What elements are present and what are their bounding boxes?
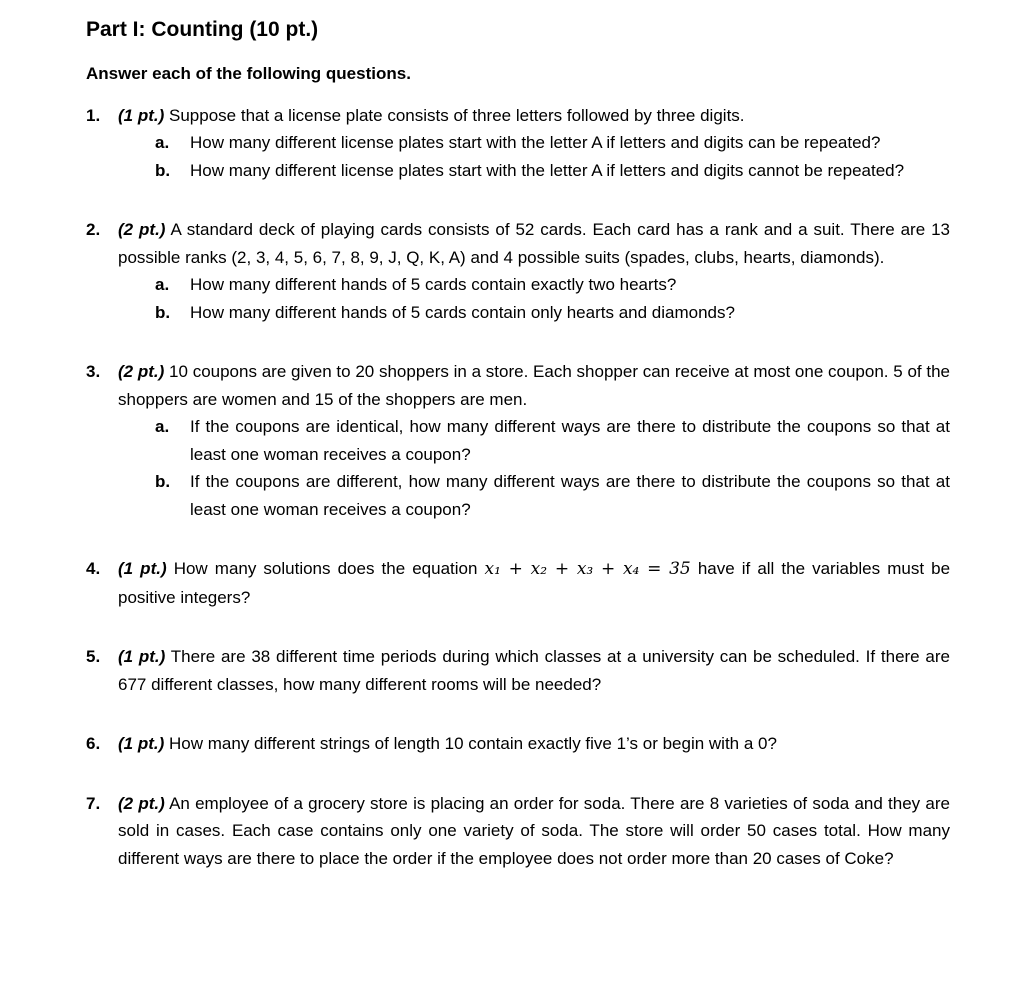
question-points: (2 pt.) xyxy=(118,362,165,381)
question-item xyxy=(86,643,950,698)
question-text xyxy=(118,102,950,130)
question-main-text: Suppose that a license plate consists of three letters followed by three digits. xyxy=(169,105,745,125)
question-points: (1 pt.) xyxy=(118,734,165,753)
question-text xyxy=(118,643,950,698)
question-body xyxy=(118,730,950,758)
question-text xyxy=(118,555,950,611)
question-number: 6. xyxy=(86,734,101,753)
question-item xyxy=(86,555,950,611)
question-number: 7. xyxy=(86,793,101,813)
question-text xyxy=(118,216,950,271)
instructions: Answer each of the following questions. xyxy=(86,64,411,83)
subitem-letter: b. xyxy=(155,302,171,322)
subitem xyxy=(155,299,950,327)
question-text-after: have if all the variables must be positive integers? xyxy=(118,559,951,607)
question-number: 4. xyxy=(86,559,101,578)
question-item xyxy=(86,790,950,873)
subitem-letter: a. xyxy=(155,275,170,294)
question-text xyxy=(118,790,950,873)
document-title: Part I: Counting (10 pt.) xyxy=(86,18,319,41)
question-points: (2 pt.) xyxy=(118,220,166,239)
subitem-text: How many different hands of 5 cards contain exactly two hearts? xyxy=(190,275,677,294)
question-points: (2 pt.) xyxy=(118,793,165,813)
subitem-text: How many different hands of 5 cards contain only hearts and diamonds? xyxy=(190,302,735,322)
subitem xyxy=(155,468,950,523)
subitem-text: How many different license plates start with the letter A if letters and digits cannot be repeated? xyxy=(190,160,905,180)
subitem-letter: a. xyxy=(155,417,170,436)
question-item xyxy=(86,730,950,758)
question-body xyxy=(118,643,950,698)
subitem-letter: a. xyxy=(155,133,170,152)
subitem-letter: b. xyxy=(155,472,171,491)
subitem-text: If the coupons are different, how many different ways are there to distribute the coupons so that at least one woman receives a coupon? xyxy=(190,472,950,519)
question-number: 3. xyxy=(86,362,101,381)
question-body xyxy=(118,358,950,523)
question-item xyxy=(86,358,950,523)
question-body xyxy=(118,216,950,326)
subitem xyxy=(155,271,950,299)
subitem xyxy=(155,413,950,468)
question-body xyxy=(118,102,950,185)
question-main-text: A standard deck of playing cards consists of 52 cards. Each card has a rank and a suit. There are 13 possible ranks (2, 3, 4, 5, 6, 7, 8, 9, J, Q, K, A) and 4 possible suits (spades, clubs, hearts, diamonds). xyxy=(118,220,950,267)
question-main-text: How many solutions does the equation xyxy=(173,559,478,578)
question-points: (1 pt.) xyxy=(118,105,165,125)
question-item xyxy=(86,216,950,326)
subitem xyxy=(155,129,950,157)
subitem-text: How many different license plates start with the letter A if letters and digits can be repeated? xyxy=(190,133,881,152)
question-body xyxy=(118,555,950,611)
question-main-text: How many different strings of length 10 contain exactly five 1’s or begin with a 0? xyxy=(169,734,777,753)
subitem-text: If the coupons are identical, how many different ways are there to distribute the coupons so that at least one woman receives a coupon? xyxy=(190,417,950,464)
question-text xyxy=(118,358,950,413)
question-main-text: There are 38 different time periods during which classes at a university can be scheduled. If there are 677 different classes, how many different rooms will be needed? xyxy=(118,647,950,694)
subitem-list xyxy=(118,129,950,184)
subitem xyxy=(155,157,950,185)
question-main-text: 10 coupons are given to 20 shoppers in a store. Each shopper can receive at most one coupon. 5 of the shoppers are women and 15 of the shoppers are men. xyxy=(118,362,950,409)
question-number: 2. xyxy=(86,220,101,239)
question-number: 1. xyxy=(86,105,101,125)
question-number: 5. xyxy=(86,647,101,666)
equation: x₁ + x₂ + x₃ + x₄ = 35 xyxy=(484,559,691,579)
question-body xyxy=(118,790,950,873)
question-main-text: An employee of a grocery store is placing an order for soda. There are 8 varieties of soda and they are sold in cases. Each case contains only one variety of soda. The store will order 50 cases total. How many different ways are there to place the order if the employee does not order more than 20 cases of Coke? xyxy=(118,793,950,868)
question-points: (1 pt.) xyxy=(118,559,167,578)
question-text xyxy=(118,730,950,758)
subitem-list xyxy=(118,413,950,523)
question-item xyxy=(86,102,950,185)
subitem-list xyxy=(118,271,950,326)
question-list xyxy=(86,102,950,873)
question-points: (1 pt.) xyxy=(118,647,166,666)
subitem-letter: b. xyxy=(155,160,171,180)
